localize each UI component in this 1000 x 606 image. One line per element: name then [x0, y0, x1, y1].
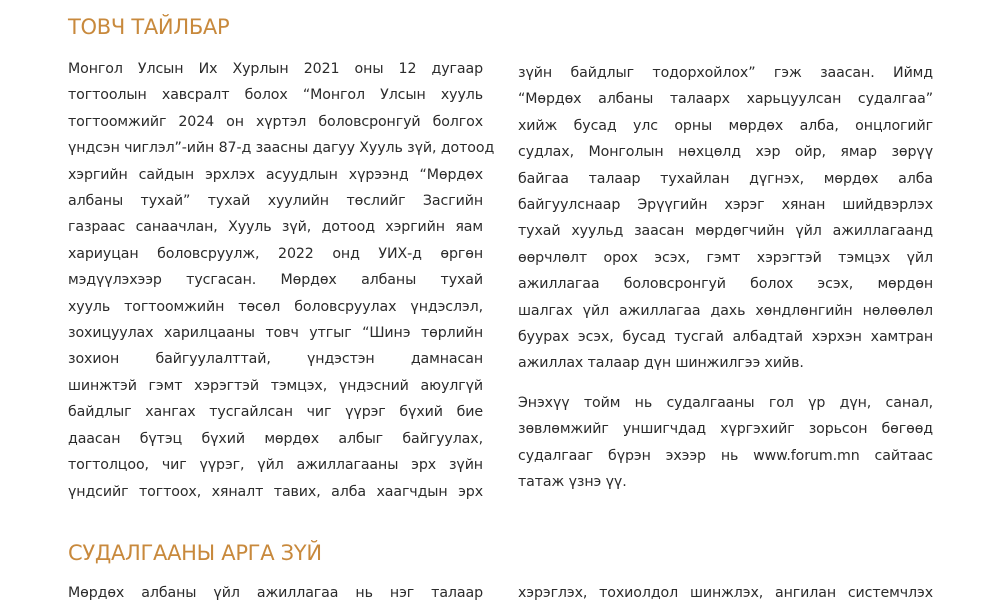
section-heading-methodology: СУДАЛГААНЫ АРГА ЗҮЙ: [68, 541, 322, 565]
summary-paragraph-2: [518, 390, 933, 496]
text-line: байгаа талаар тухайлан дүгнэх, мөрдөх алба: [518, 170, 933, 187]
text-line: албаны тухай” тухай хуулийн төслийг Засгийн: [68, 193, 483, 210]
text-line: байгуулснаар Эрүүгийн хэрэг хянан шийдвэрлэх: [518, 197, 933, 214]
text-line: Мөрдөх албаны үйл ажиллагаа нь нэг талаар: [68, 585, 483, 601]
text-line: тогтолцоо, чиг үүрэг, үйл ажиллагааны эрх зүйн: [68, 457, 483, 474]
section-heading-summary: ТОВЧ ТАЙЛБАР: [68, 15, 230, 39]
text-line: зохион байгуулалттай, үндэстэн дамнасан: [68, 351, 483, 368]
text-line: даасан бүтэц бүхий мөрдөх албыг байгуулах,: [68, 430, 483, 447]
summary-right-column: [518, 60, 933, 496]
text-line: хийж бусад улс орны мөрдөх алба, онцлогийг: [518, 117, 933, 134]
summary-left-column: [68, 56, 495, 505]
text-line: хариуцан боловсруулж, 2022 онд УИХ-д өргөн: [68, 245, 483, 262]
summary-paragraph-1: [68, 56, 495, 505]
text-line: “Мөрдөх албаны талаарх харьцуулсан судалгаа”: [518, 91, 933, 108]
text-line: үндсийг тогтоох, хяналт тавих, алба хаагчдын эрх: [68, 483, 483, 500]
text-line: хууль тогтоомжийн төсөл боловсруулах үндэслэл,: [68, 298, 483, 315]
text-line: Энэхүү тойм нь судалгааны гол үр дүн, санал,: [518, 394, 933, 411]
methodology-paragraph-continued: [518, 580, 933, 606]
text-line: мэдүүлэхээр тусгасан. Мөрдөх албаны тухай: [68, 272, 483, 289]
methodology-paragraph: [68, 580, 483, 606]
text-line: буурах эсэх, бусад тусгай албадтай хэрхэн хамтран: [518, 329, 933, 346]
methodology-left-column: [68, 580, 483, 606]
text-line: шинжтэй гэмт хэрэгтэй тэмцэх, үндэсний аюулгүй: [68, 377, 483, 394]
text-line: газраас санаачлан, Хууль зүй, дотоод хэргийн яам: [68, 219, 483, 236]
text-line: хэрэглэх, тохиолдол шинжлэх, ангилан системчлэх: [518, 585, 933, 601]
methodology-right-column: [518, 580, 933, 606]
text-line: байдлыг хангах тусгайлсан чиг үүрэг бүхий бие: [68, 404, 483, 421]
text-line: үндсэн чиглэл”-ийн 87-д заасны дагуу Хууль зүй, дотоод: [68, 140, 495, 157]
text-line: хэргийн сайдын эрхлэх асуудлын хүрээнд “Мөрдөх: [68, 166, 483, 183]
text-line: татаж үзнэ үү.: [518, 474, 627, 491]
text-line: өөрчлөлт орох эсэх, гэмт хэрэгтэй тэмцэх үйл: [518, 249, 933, 266]
text-line: судлах, Монголын нөхцөлд хэр ойр, ямар зөрүү: [518, 144, 933, 161]
text-line: тогтоомжийг 2024 он хүртэл боловсронгуй болгох: [68, 113, 483, 130]
text-line: шалгах үйл ажиллагаа дахь хөндлөнгийн нөлөөлөл: [518, 302, 933, 319]
text-line: зүйн байдлыг тодорхойлох” гэж заасан. Иймд: [518, 65, 933, 81]
text-line: ажиллах талаар дүн шинжилгээ хийв.: [518, 355, 804, 372]
text-line: Монгол Улсын Их Хурлын 2021 оны 12 дугаар: [68, 61, 483, 77]
text-line: зөвлөмжийг уншигчдад хүргэхийг зорьсон бөгөөд: [518, 421, 933, 438]
text-line: зохицуулах харилцааны товч утгыг “Шинэ төрлийн: [68, 325, 483, 342]
text-line: тухай хуульд заасан мөрдөгчийн үйл ажиллагаанд: [518, 223, 933, 240]
text-line: судалгааг бүрэн эхээр нь www.forum.mn сайтаас: [518, 447, 933, 464]
summary-paragraph-1-continued: [518, 60, 933, 377]
text-line: ажиллагаа боловсронгуй болох эсэх, мөрдөн: [518, 276, 933, 293]
text-line: тогтоолын хавсралт болох “Монгол Улсын хууль: [68, 87, 483, 104]
